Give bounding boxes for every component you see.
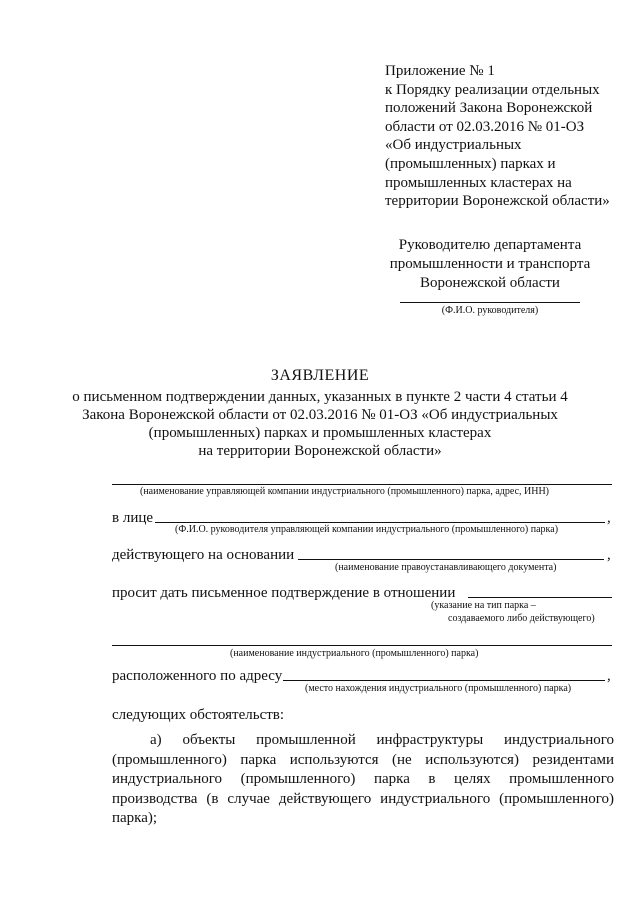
document-subtitle [60,388,580,460]
document-title: ЗАЯВЛЕНИЕ [270,367,370,384]
subtitle-line: о письменном подтверждении данных, указанных в пункте 2 части 4 статьи 4 [72,389,568,405]
fio-caption: (Ф.И.О. руководителя) [441,305,539,316]
request-label: просит дать письменное подтверждение в отношении [112,585,456,601]
appendix-line: положений Закона Воронежской [385,100,593,117]
comma: , [607,510,611,526]
fio-blank-line[interactable] [400,302,580,303]
comma: , [607,547,611,563]
address-label: расположенного по адресу [112,668,283,684]
addressee-line: промышленности и транспорта [389,256,591,272]
appendix-header [385,62,635,211]
park-blank-line[interactable] [112,645,612,646]
appendix-line: промышленных кластерах на [385,174,572,191]
request-blank-line[interactable] [468,597,612,598]
in-person-caption: (Ф.И.О. руководителя управляющей компании индустриального (промышленного) парка) [175,524,559,535]
appendix-line: (промышленных) парках и [385,155,556,172]
in-person-label: в лице [112,510,154,526]
circumstances-label: следующих обстоятельств: [112,707,285,723]
item-a-paragraph [112,731,614,829]
park-caption: (наименование индустриального (промышленного) парка) [230,648,479,659]
appendix-line: области от 02.03.2016 № 01-ОЗ [385,118,585,135]
request-caption-2: создаваемого либо действующего) [448,613,595,624]
in-person-blank-line[interactable] [155,522,605,523]
addressee-block [380,236,600,293]
company-caption: (наименование управляющей компании индустриального (промышленного) парка, адрес, ИНН) [140,486,550,497]
basis-caption: (наименование правоустанавливающего документа) [335,562,557,573]
appendix-line: к Порядку реализации отдельных [385,81,600,98]
address-blank-line[interactable] [283,680,605,681]
item-a-text: а) объекты промышленной инфраструктуры индустриального (промышленного) парка используются (не используются) резидентами индустриального (промышленного) парка в целях промышленного производства (в случае действующего индустриального (промышленного) парка); [112,732,614,826]
company-blank-line[interactable] [112,484,612,485]
addressee-line: Руководителю департамента [398,237,582,253]
basis-label: действующего на основании [112,547,295,563]
address-caption: (место нахождения индустриального (промышленного) парка) [305,683,572,694]
appendix-line: территории Воронежской области» [385,193,610,210]
subtitle-line: на территории Воронежской области» [198,443,442,459]
request-caption-1: (указание на тип парка – [431,600,536,611]
addressee-line: Воронежской области [420,275,560,291]
appendix-line: «Об индустриальных [385,137,522,154]
subtitle-line: Закона Воронежской области от 02.03.2016 № 01-ОЗ «Об индустриальных [82,407,558,423]
appendix-line: Приложение № 1 [385,63,495,79]
subtitle-line: (промышленных) парках и промышленных кластерах [148,425,492,441]
comma: , [607,668,611,684]
basis-blank-line[interactable] [298,559,604,560]
